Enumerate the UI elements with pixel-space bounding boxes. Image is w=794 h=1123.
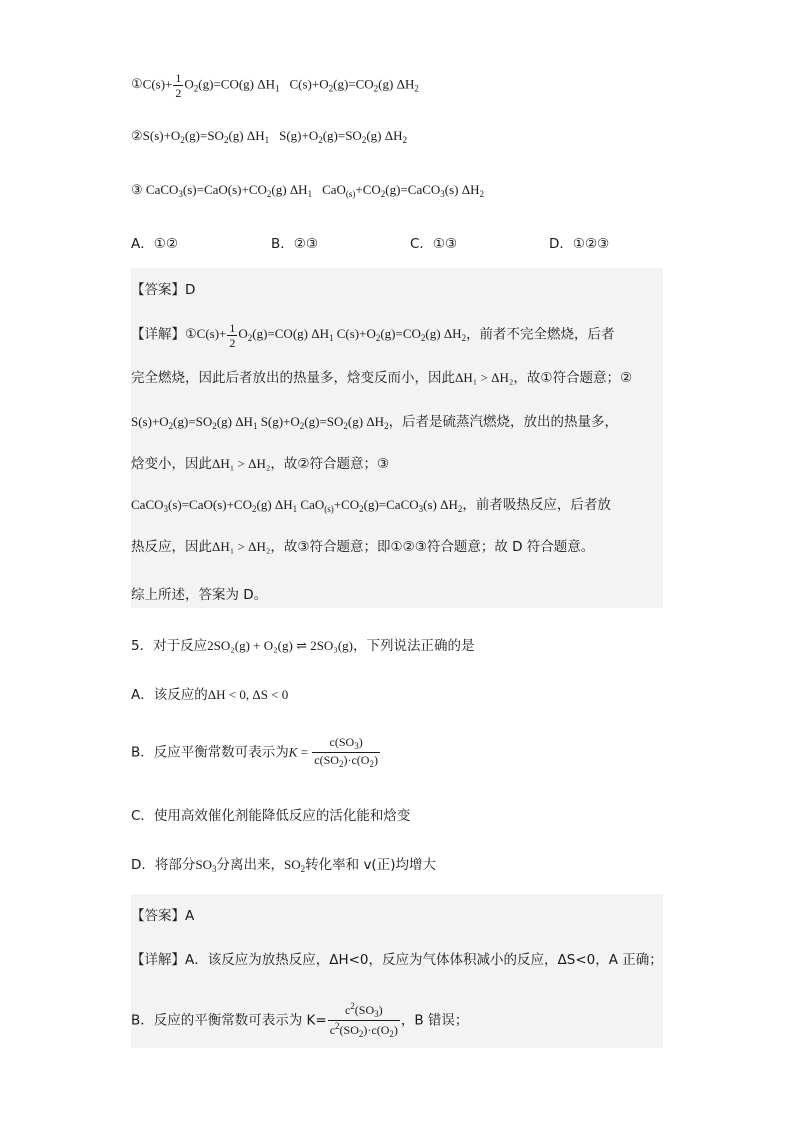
q5-option-d: D．将部分$SO_3$分离出来，$SO_2$转化率和 v(正)均增大 xyxy=(131,857,436,874)
detail-l6-cond: ΔH₁ > ΔH₂ xyxy=(212,539,271,554)
q5-detail-b: B．反应的平衡常数可表示为 K= $\frac{c^2(SO_3)}{c^2(SO_2)\cdot c(O_2)}$ ，B 错误； xyxy=(131,1001,469,1039)
detail-l2-tail: ，故①符合题意；② xyxy=(513,370,633,386)
answer-value: D xyxy=(185,282,196,298)
detail-l2: 完全燃烧，因此后者放出的热量多，焓变反而小，因此 xyxy=(131,370,455,386)
detail-l5-tail: ，前者吸热反应，后者放 xyxy=(462,497,611,513)
detail-l4-head: 焓变小，因此 xyxy=(131,456,212,472)
q5-option-b: B．反应平衡常数可表示为K = $\frac{c(SO_3)}{c(SO_2)\cdot c(O_2)}$ xyxy=(131,735,378,769)
detail-l3-tail: ，后者是硫蒸汽燃烧，放出的热量多， xyxy=(388,414,619,430)
option-equation-2: $②S(s)+O_2(g)=SO_2(g)$ $\Delta H_1$ $S(g)+O_2(g)=SO_2(g)$ $\Delta H_2$ xyxy=(131,128,407,145)
q5-answer xyxy=(131,904,194,924)
q5-stem-head: 5．对于反应 xyxy=(131,638,208,654)
q5-d-tail: 转化率和 v(正)均增大 xyxy=(305,857,436,873)
option-equation-1: ①C(s)+ $\frac{1}{2}$ $O_2(g)=CO(g)$ $\Delta H_1$ $C(s)+O_2(g)=CO_2(g)$ $\Delta H_2$ xyxy=(131,71,419,100)
detail-l6-head: 热反应，因此 xyxy=(131,539,212,555)
q5-reaction: 2SO₂(g) + O₂(g) ⇌ 2SO₃(g) xyxy=(207,638,354,653)
q5-detail-a xyxy=(131,948,663,968)
q5-stem xyxy=(131,634,475,654)
q5-detail-b-tail: ，B 错误； xyxy=(400,1012,469,1029)
q5-answer-label: 【答案】 xyxy=(131,908,185,924)
q4-detail-line-7: 综上所述，答案为 D。 xyxy=(131,587,268,603)
q4-detail-line-5: $CaCO_3(s)=CaO(s)+CO_2(g)$ $\Delta H_1$ $CaO_{(s)}+CO_2(g)=CaCO_3(s)$ $\Delta H_2$，前者吸热反应，后者放 xyxy=(131,497,611,514)
q5-a-cond: ΔH < 0, ΔS < 0 xyxy=(207,687,289,702)
q5-d-mid: 分离出来， xyxy=(216,857,285,873)
q5-option-a xyxy=(131,683,288,703)
detail-l1-tail: ，前者不完全燃烧，后者 xyxy=(466,326,615,343)
option-equation-3: ③ $CaCO_3(s)=CaO(s)+CO_2(g)$ $\Delta H_1$ $CaO_{(s)}+CO_2(g)=CaCO_3(s)$ $\Delta H_2$ xyxy=(131,182,485,199)
detail-label: 【详解】 xyxy=(131,326,185,343)
q5-detail-label: 【详解】 xyxy=(131,952,185,968)
q5-d-head: D．将部分 xyxy=(131,857,196,873)
choice-a: A．①② xyxy=(131,236,178,252)
detail-l2-cond: ΔH₁ > ΔH₂ xyxy=(455,370,514,385)
choice-d: D．①②③ xyxy=(549,236,610,252)
detail-l4-tail: ，故②符合题意；③ xyxy=(270,456,390,472)
q5-b-head: B．反应平衡常数可表示为 xyxy=(131,744,289,761)
q4-detail-line-4 xyxy=(131,452,389,472)
choice-b: B．②③ xyxy=(271,236,318,252)
q4-detail-line-2 xyxy=(131,366,632,386)
q4-detail-line-6 xyxy=(131,535,594,555)
q5-detail-b-head: B．反应的平衡常数可表示为 K= xyxy=(131,1012,327,1029)
detail-l6-tail: ，故③符合题意；即①②③符合题意；故 D 符合题意。 xyxy=(270,539,595,555)
q5-detail-a-text: A．该反应为放热反应，ΔH<0，反应为气体体积减小的反应，ΔS<0，A 正确； xyxy=(185,952,663,968)
q4-answer xyxy=(131,278,195,298)
choice-c: C．①③ xyxy=(410,236,458,252)
q4-detail-line-3: $S(s)+O_2(g)=SO_2(g)$ $\Delta H_1$ $S(g)+O_2(g)=SO_2(g)$ $\Delta H_2$，后者是硫蒸汽燃烧，放出的热量多， xyxy=(131,414,619,431)
answer-label: 【答案】 xyxy=(131,282,185,298)
q5-option-c: C．使用高效催化剂能降低反应的活化能和焓变 xyxy=(131,808,411,824)
q4-detail-line-1: 【详解】①C(s)+ $\frac{1}{2}$ $O_2(g)=CO(g)$ $\Delta H_1$ $C(s)+O_2(g)=CO_2(g)$ $\Delta H_2$，前者不完全燃烧，后者 xyxy=(131,321,615,350)
q5-a-head: A．该反应的 xyxy=(131,687,208,703)
q4-answer-block xyxy=(131,268,663,608)
detail-l4-cond: ΔH₁ > ΔH₂ xyxy=(212,456,271,471)
q5-stem-tail: ，下列说法正确的是 xyxy=(353,638,475,654)
q5-answer-value: A xyxy=(185,908,195,924)
